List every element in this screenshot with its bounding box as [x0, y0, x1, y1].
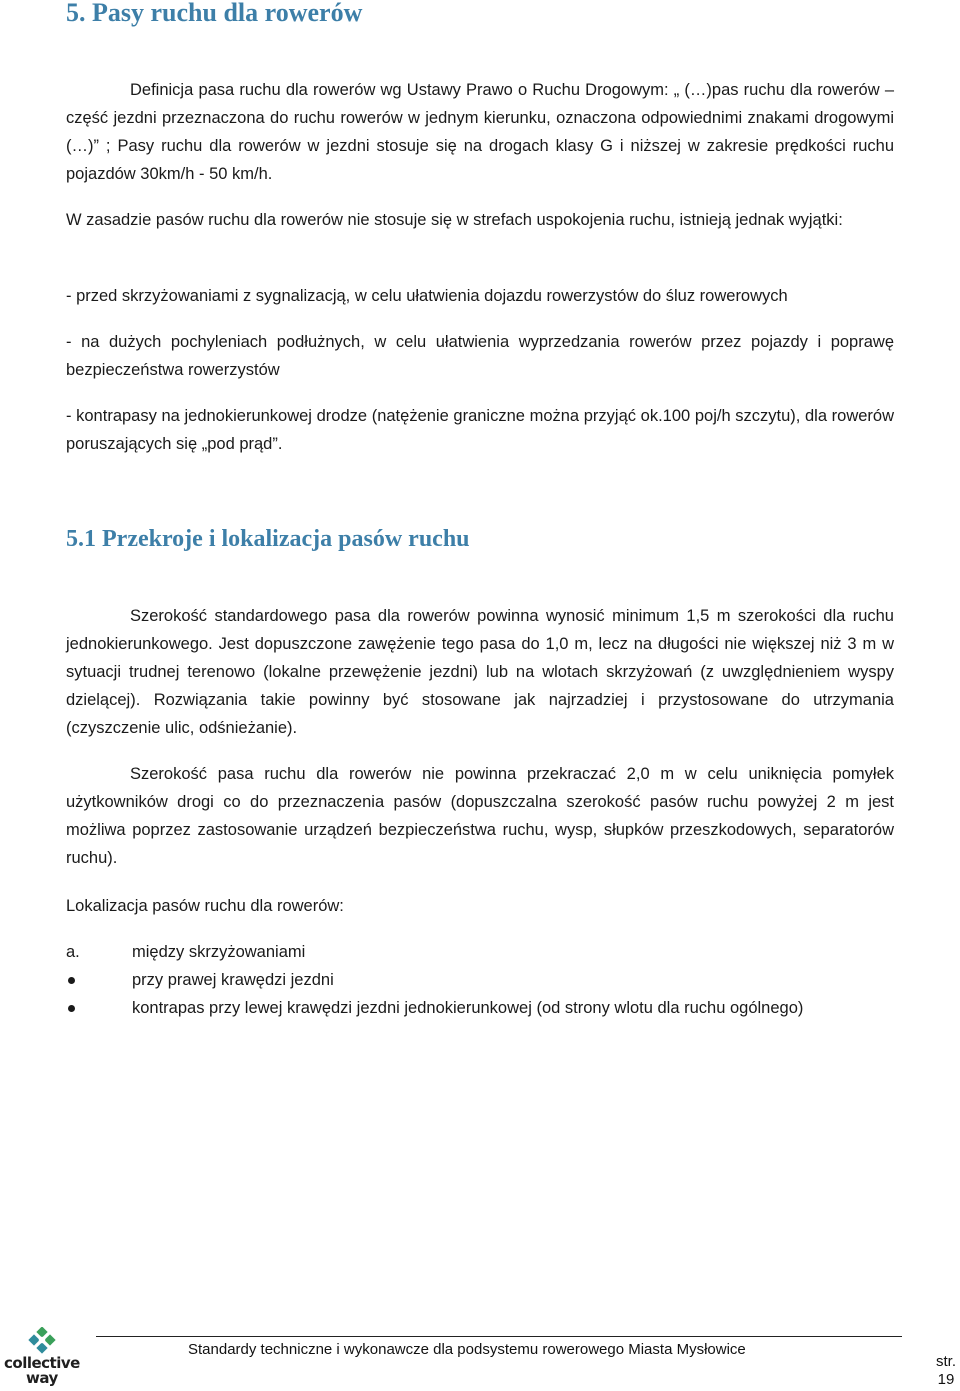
exception-item-3: - kontrapasy na jednokierunkowej drodze (natężenie graniczne można przyjąć ok.100 poj/h szczytu), dla rowerów poruszających się „pod prąd”.	[66, 407, 894, 453]
footer-title: Standardy techniczne i wykonawcze dla podsystemu rowerowego Miasta Mysłowice	[188, 1341, 746, 1358]
footer-divider	[96, 1336, 902, 1337]
exception-item-1: - przed skrzyżowaniami z sygnalizacją, w celu ułatwienia dojazdu rowerzystów do śluz rowerowych	[66, 287, 788, 305]
logo-wordmark	[4, 1356, 82, 1386]
exceptions-intro-paragraph: W zasadzie pasów ruchu dla rowerów nie stosuje się w strefach uspokojenia ruchu, istnieją jednak wyjątki:	[66, 211, 843, 229]
section-heading: 5. Pasy ruchu dla rowerów	[66, 0, 363, 27]
page-number	[936, 1353, 956, 1389]
bullet-icon	[68, 1005, 75, 1012]
logo-text-line1: collective	[4, 1354, 80, 1372]
list-item-text: przy prawej krawędzi jezdni	[132, 971, 334, 989]
bullet-icon	[68, 977, 75, 984]
width-limit-paragraph: Szerokość pasa ruchu dla rowerów nie powinna przekraczać 2,0 m w celu uniknięcia pomyłek użytkowników drogi co do przeznaczenia pasów (dopuszczalna szerokość pasów ruchu powyżej 2 m jest możliwa poprzez zastosowanie urządzeń bezpieczeństwa ruchu, wysp, słupków przeszkodowych, separatorów ruchu).	[66, 765, 894, 867]
exception-item-2: - na dużych pochyleniach podłużnych, w celu ułatwienia wyprzedzania rowerów przez pojazdy i poprawę bezpieczeństwa rowerzystów	[66, 333, 894, 379]
subsection-heading: 5.1 Przekroje i lokalizacja pasów ruchu	[66, 526, 470, 552]
page-label: str.	[936, 1353, 957, 1370]
list-item-text: kontrapas przy lewej krawędzi jezdni jednokierunkowej (od strony wlotu dla ruchu ogólnego)	[132, 999, 804, 1017]
locations-list	[66, 938, 894, 1022]
list-item-text: między skrzyżowaniami	[132, 943, 306, 961]
width-standard-paragraph: Szerokość standardowego pasa dla rowerów powinna wynosić minimum 1,5 m szerokości dla ruchu jednokierunkowego. Jest dopuszczone zawężenie tego pasa do 1,0 m, lecz na długości nie większej niż 3 m w sytuacji trudnej terenowo (lokalne przewężenie jezdni) lub na wlotach skrzyżowań (z uwzględnieniem wyspy dzielącej). Rozwiązania takie powinny być stosowane jak najrzadziej i przystosowane do utrzymania (czyszczenie ulic, odśnieżanie).	[66, 607, 894, 737]
locations-intro: Lokalizacja pasów ruchu dla rowerów:	[66, 897, 344, 915]
page-number-value: 19	[937, 1371, 955, 1388]
list-marker: a.	[66, 943, 80, 961]
definition-paragraph: Definicja pasa ruchu dla rowerów wg Ustawy Prawo o Ruchu Drogowym: „ (…)pas ruchu dla rowerów – część jezdni przeznaczona do ruchu rowerów w jednym kierunku, oznaczona odpowiednimi znakami drogowymi (…)” ; Pasy ruchu dla rowerów w jezdni stosuje się na drogach klasy G i niższej w zakresie prędkości ruchu pojazdów 30km/h - 50 km/h.	[66, 81, 894, 183]
list-item	[66, 994, 894, 1022]
list-item	[66, 938, 894, 966]
logo-text-line2: way	[26, 1369, 58, 1387]
list-item	[66, 966, 894, 994]
